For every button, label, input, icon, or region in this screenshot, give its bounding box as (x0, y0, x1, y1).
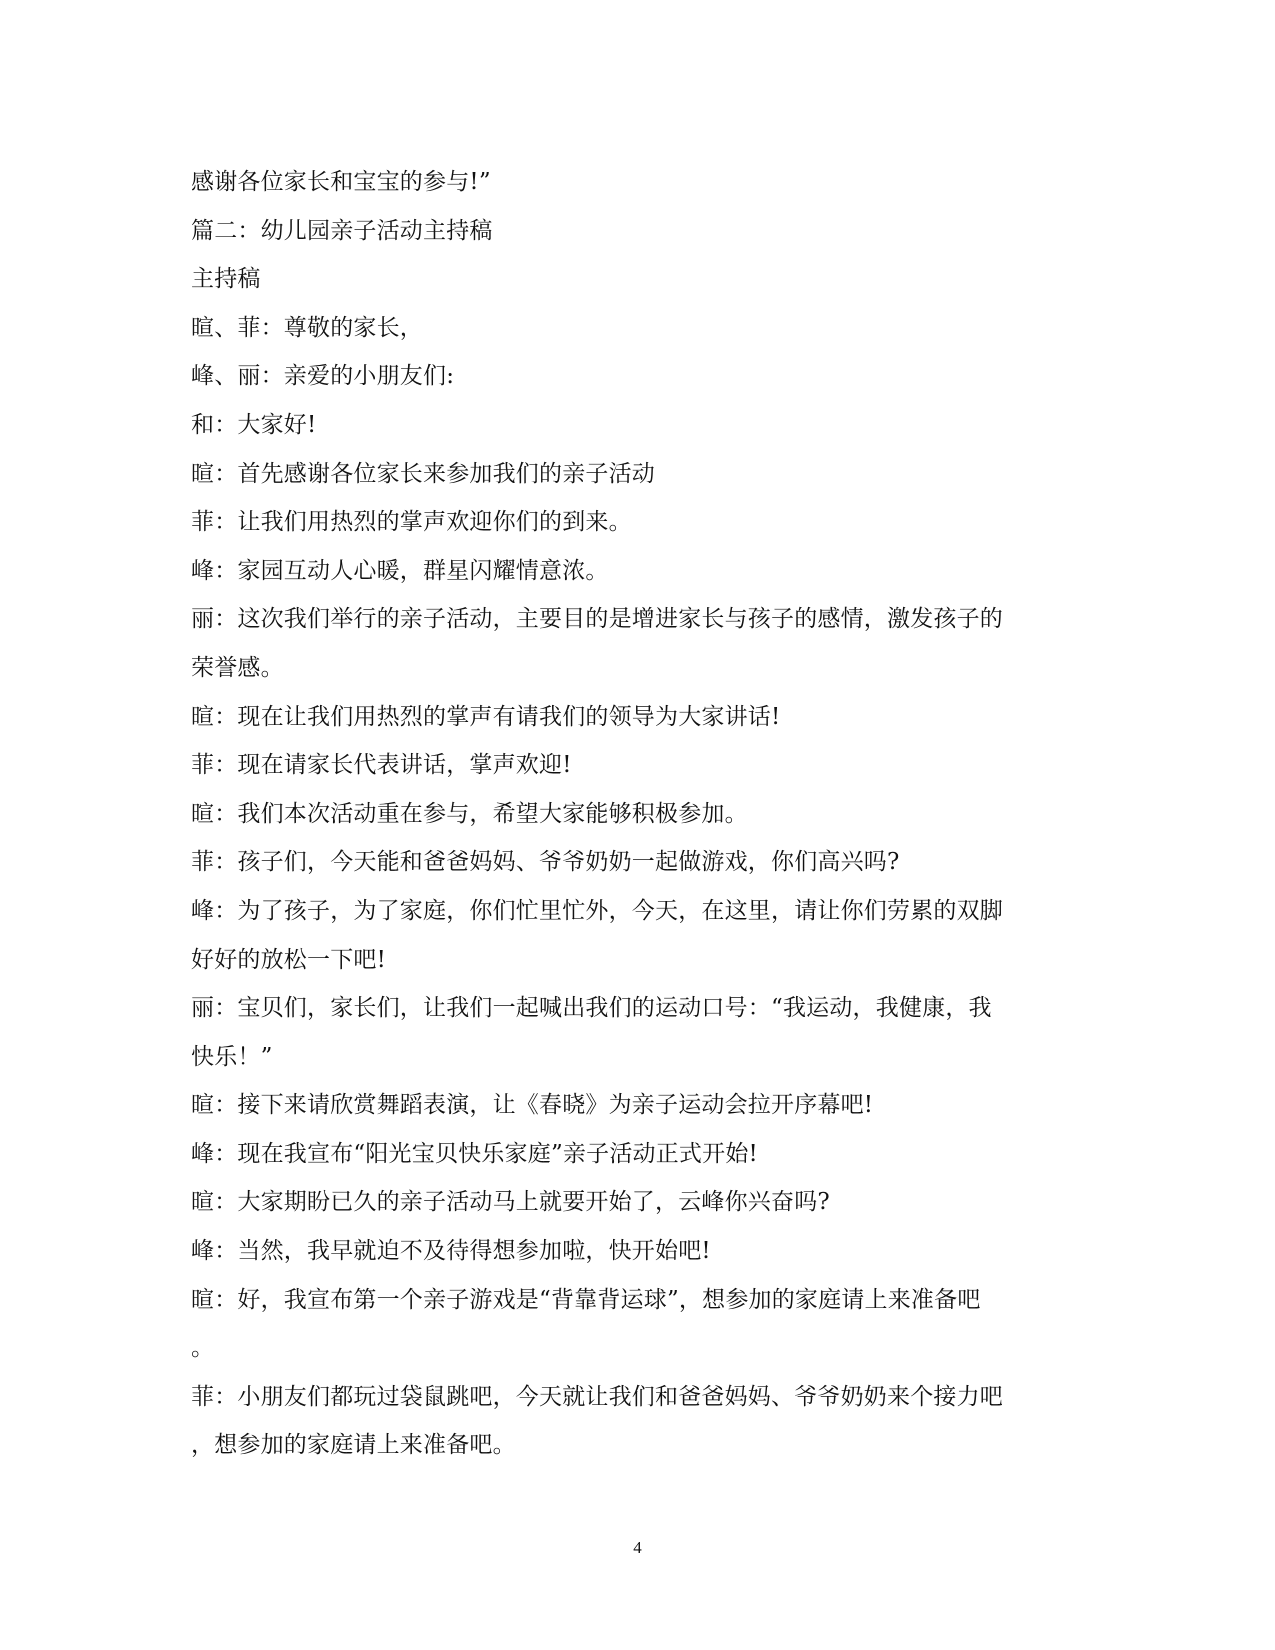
subheading: 主持稿 (191, 266, 261, 293)
text-line: 好好的放松一下吧! (191, 946, 387, 973)
section-heading: 篇二：幼儿园亲子活动主持稿 (191, 217, 493, 244)
text-line: 暄：我们本次活动重在参与，希望大家能够积极参加。 (191, 800, 748, 827)
text-line: 丽：宝贝们，家长们，让我们一起喊出我们的运动口号：“我运动，我健康，我 (191, 995, 992, 1022)
text-line: ，想参加的家庭请上来准备吧。 (191, 1432, 516, 1459)
text-line: 峰：为了孩子，为了家庭，你们忙里忙外，今天，在这里，请让你们劳累的双脚 (191, 897, 1003, 924)
text-line: 菲：让我们用热烈的掌声欢迎你们的到来。 (191, 509, 632, 536)
text-line: 快乐！” (191, 1043, 273, 1070)
text-line: 菲：小朋友们都玩过袋鼠跳吧，今天就让我们和爸爸妈妈、爷爷奶奶来个接力吧 (191, 1383, 1003, 1410)
text-line: 菲：现在请家长代表讲话，掌声欢迎! (191, 752, 572, 779)
text-line: 峰：家园互动人心暖，群星闪耀情意浓。 (191, 557, 609, 584)
text-line: 峰、丽：亲爱的小朋友们: (191, 363, 455, 390)
text-line: 荣誉感。 (191, 654, 284, 681)
text-line: 丽：这次我们举行的亲子活动，主要目的是增进家长与孩子的感情，激发孩子的 (191, 606, 1003, 633)
text-line: 感谢各位家长和宝宝的参与!” (191, 169, 491, 195)
text-line: 暄、菲：尊敬的家长， (191, 314, 423, 341)
page-number: 4 (633, 1538, 642, 1557)
text-line: 。 (191, 1335, 215, 1362)
text-line: 峰：当然，我早就迫不及待得想参加啦，快开始吧! (191, 1238, 711, 1265)
text-line: 菲：孩子们，今天能和爸爸妈妈、爷爷奶奶一起做游戏，你们高兴吗? (191, 849, 900, 876)
text-line: 暄：大家期盼已久的亲子活动马上就要开始了，云峰你兴奋吗? (191, 1189, 830, 1216)
document-body (191, 158, 1071, 1470)
text-line: 暄：接下来请欣赏舞蹈表演，让《春晓》为亲子运动会拉开序幕吧! (191, 1092, 874, 1119)
text-line: 暄：好，我宣布第一个亲子游戏是“背靠背运球”，想参加的家庭请上来准备吧 (191, 1286, 981, 1313)
text-line: 峰：现在我宣布“阳光宝贝快乐家庭”亲子活动正式开始! (191, 1140, 758, 1167)
text-line: 暄：现在让我们用热烈的掌声有请我们的领导为大家讲话! (191, 703, 781, 730)
text-line: 暄：首先感谢各位家长来参加我们的亲子活动 (191, 460, 655, 487)
text-line: 和：大家好! (191, 411, 317, 438)
